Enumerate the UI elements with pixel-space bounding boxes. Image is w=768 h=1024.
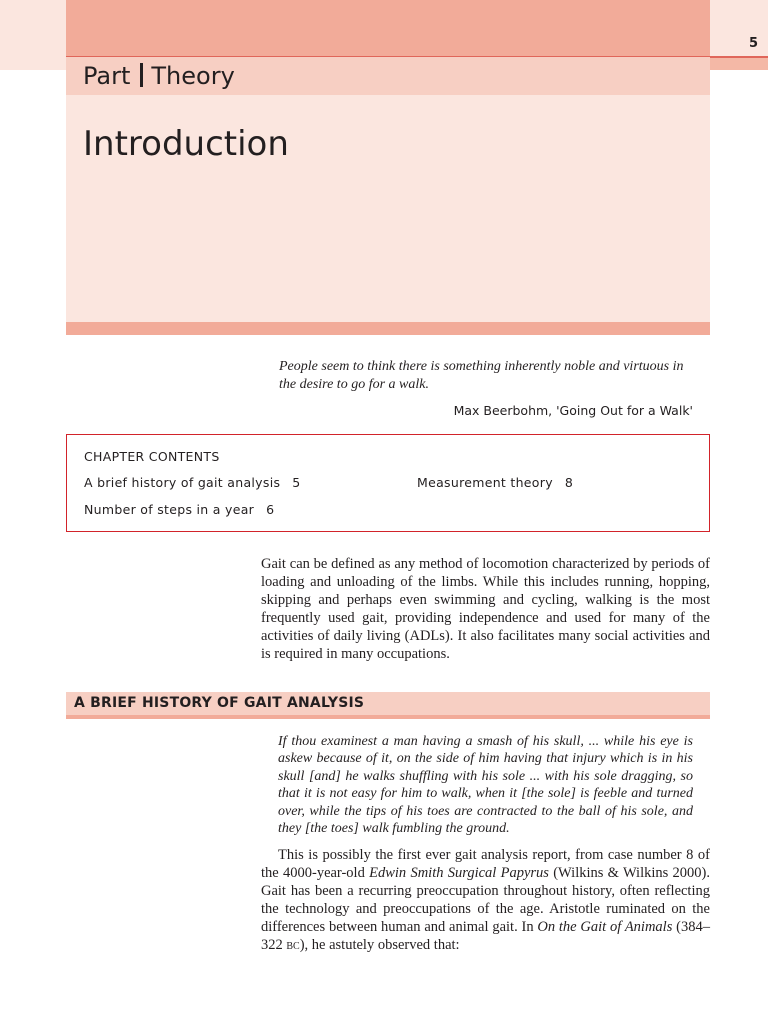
contents-item-page: 5 [292,475,301,490]
page-number: 5 [748,36,758,51]
chapter-contents-heading: CHAPTER CONTENTS [84,449,220,464]
epigraph-attribution: Max Beerbohm, 'Going Out for a Walk' [453,403,693,418]
history-para-italic-title-2: On the Gait of Animals [537,919,673,935]
contents-item-page: 8 [564,475,574,490]
epigraph-quote: People seem to think there is something inherently noble and virtuous in the desire to go for a walk. [279,359,684,392]
section-heading: A BRIEF HISTORY OF GAIT ANALYSIS [74,695,365,711]
part-name: Theory [151,62,235,90]
section-heading-rule [66,715,710,719]
part-word: Part [83,62,131,90]
history-paragraph [261,846,710,956]
contents-item-title: A brief history of gait analysis [84,475,281,490]
contents-item[interactable] [84,475,301,490]
intro-paragraph: Gait can be defined as any method of locomotion characterized by periods of loading and unloading of the limbs. While this includes running, hopping, skipping and perhaps even swimming and cycling, walking is the most frequently used gait, providing independence and used for many of the activities of daily living (ADLs). It also facilitates many social activities and is required in many occupations. [261,556,710,662]
chapter-title: Introduction [83,124,289,164]
chapter-title-bottom-bar [66,322,710,335]
part-roman-numeral [140,63,143,87]
contents-item[interactable] [417,475,573,490]
history-para-part3: (384–322 [261,919,710,953]
contents-item[interactable] [84,502,274,517]
history-para-italic-title-1: Edwin Smith Surgical Papyrus [369,865,549,881]
history-para-era: BC [286,941,300,952]
part-label [83,62,235,90]
history-para-part2: (Wilkins & Wilkins 2000). Gait has been a recurring preoccupation throughout history, often reflecting the technology and preoccupations of the age. Aristotle ruminated on the differences between human and animal gait. In [261,865,711,935]
history-para-part1: This is possibly the first ever gait analysis report, from case number 8 of the 4000-year-old [261,847,710,881]
history-quote: If thou examinest a man having a smash of his skull, ... while his eye is askew because of it, on the side of him having that injury which is in his skull [and] he walks shuffling with his sole ... with his sole dragging, so that it is not easy for him to walk, when it [the sole] is feeble and turned over, while the tips of his toes are contracted to the ball of his sole, and they [the toes] walk fumbling the ground. [278,734,693,837]
header-tab-strip [710,58,768,70]
contents-item-title: Number of steps in a year [84,502,255,517]
history-para-part4: ), he astutely observed that: [299,937,460,953]
header-tab-left [0,0,66,70]
header-band [66,0,710,56]
contents-item-page: 6 [266,502,275,517]
contents-item-title: Measurement theory [417,475,553,490]
